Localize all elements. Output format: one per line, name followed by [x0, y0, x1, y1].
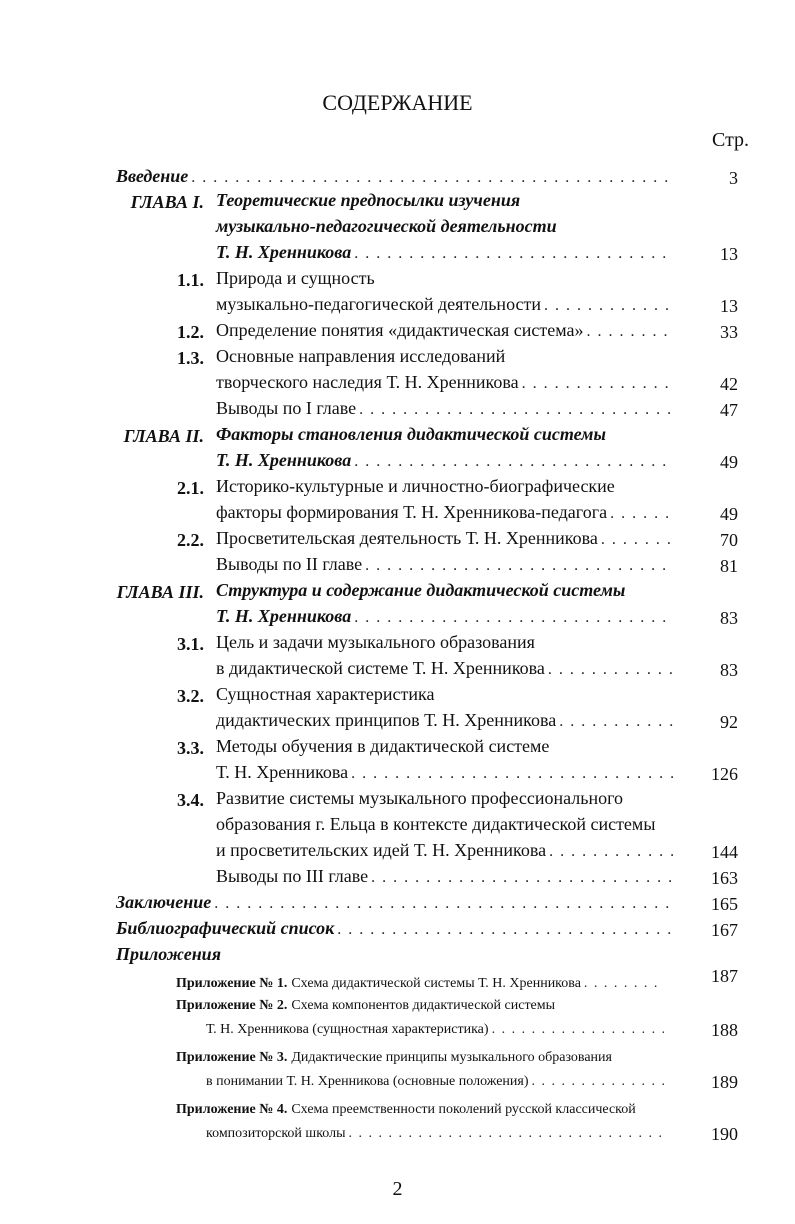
toc-entry-conclusion	[116, 892, 674, 918]
toc-entry-conclusions-3	[216, 866, 674, 892]
toc-entry-3-2	[216, 684, 434, 710]
section-number: 1.2.	[177, 322, 204, 342]
appendix-number: Приложение № 2.	[176, 998, 288, 1013]
toc-page-number: 33	[720, 322, 738, 342]
toc-entry-appendix-3	[176, 1048, 612, 1074]
toc-entry-title: Определение понятия «дидактическая система»	[216, 320, 584, 340]
toc-entry-title: Цель и задачи музыкального образования	[216, 632, 535, 652]
toc-entry-appendices	[116, 944, 221, 970]
toc-page-number: 49	[720, 452, 738, 472]
toc-entry-chapter-2-end	[216, 450, 674, 476]
toc-entry-2-1	[216, 476, 615, 502]
toc-entry-2-2	[216, 528, 674, 554]
toc-entry-appendix-2	[176, 996, 555, 1022]
dot-leader	[522, 375, 674, 393]
toc-page-number: 144	[711, 842, 738, 862]
dot-leader	[191, 169, 674, 187]
toc-entry-appendix-3-end	[206, 1074, 664, 1100]
toc-page-number: 188	[711, 1020, 738, 1040]
section-number: 3.1.	[177, 634, 204, 654]
toc-page-number: 13	[720, 244, 738, 264]
toc-page-number: 47	[720, 400, 738, 420]
toc-entry-title: в понимании Т. Н. Хренникова (основные положения)	[206, 1074, 529, 1089]
toc-entry-appendix-4	[176, 1100, 636, 1126]
section-number: 2.1.	[177, 478, 204, 498]
toc-entry-1-1-end	[216, 294, 674, 320]
toc-entry-title: Структура и содержание дидактической системы	[216, 580, 626, 600]
dot-leader	[354, 453, 674, 471]
section-number: 1.3.	[177, 348, 204, 368]
toc-page-number: 126	[711, 764, 738, 784]
toc-page-number: 92	[720, 712, 738, 732]
dot-leader	[354, 609, 674, 627]
toc-entry-title: музыкально-педагогической деятельности	[216, 216, 557, 236]
chapter-number: ГЛАВА II.	[123, 426, 204, 446]
toc-entry-title: Схема дидактической системы Т. Н. Хренникова	[291, 976, 581, 991]
toc-entry-title: Выводы по III главе	[216, 866, 369, 886]
toc-entry-title: Факторы становления дидактической системы	[216, 424, 606, 444]
toc-entry-3-1-end	[216, 658, 674, 684]
toc-entry-title: и просветительских идей Т. Н. Хренникова	[216, 840, 547, 860]
toc-page-number: 190	[711, 1124, 738, 1144]
toc-entry-title: Т. Н. Хренникова	[216, 242, 352, 262]
toc-entry-title: композиторской школы	[206, 1126, 346, 1141]
section-number: 3.4.	[177, 790, 204, 810]
toc-entry-title: Т. Н. Хренникова	[216, 450, 352, 470]
appendix-number: Приложение № 3.	[176, 1050, 288, 1065]
toc-entry-3-3-end	[216, 762, 674, 788]
toc-entry-chapter-2	[216, 424, 606, 450]
chapter-number: ГЛАВА I.	[130, 192, 204, 212]
dot-leader	[214, 895, 674, 913]
section-number: 3.2.	[177, 686, 204, 706]
toc-entry-title: Просветительская деятельность Т. Н. Хренникова	[216, 528, 598, 548]
toc-entry-appendix-4-end	[206, 1126, 664, 1152]
toc-entry-3-4-cont	[216, 814, 655, 840]
toc-entry-3-2-end	[216, 710, 674, 736]
toc-entry-chapter-1-end	[216, 242, 674, 268]
toc-page-number: 81	[720, 556, 738, 576]
toc-entry-title: образования г. Ельца в контексте дидактической системы	[216, 814, 656, 834]
toc-entry-title: Схема преемственности поколений русской классической	[291, 1102, 636, 1117]
toc-page-number: 187	[711, 966, 738, 986]
toc-entry-intro	[116, 166, 674, 192]
toc-page-number: 13	[720, 296, 738, 316]
toc-entry-title: Сущностная характеристика	[216, 684, 435, 704]
page-title: СОДЕРЖАНИЕ	[322, 90, 473, 115]
toc-page-number: 167	[711, 920, 738, 940]
toc-entry-title: Введение	[116, 166, 189, 186]
toc-page-number: 70	[720, 530, 738, 550]
toc-entry-bibliography	[116, 918, 674, 944]
toc-entry-title: Выводы по I главе	[216, 398, 357, 418]
chapter-number: ГЛАВА III.	[116, 582, 204, 602]
toc-entry-title: Приложения	[116, 944, 221, 964]
toc-entry-title: Библиографический список	[116, 918, 335, 938]
appendix-number: Приложение № 4.	[176, 1102, 288, 1117]
dot-leader	[349, 1126, 664, 1142]
toc-entry-title: Т. Н. Хренникова	[216, 606, 352, 626]
dot-leader	[559, 713, 674, 731]
toc-entry-title: Дидактические принципы музыкального образования	[291, 1050, 612, 1065]
toc-entry-3-3	[216, 736, 549, 762]
dot-leader	[354, 245, 674, 263]
page-number: 2	[392, 1178, 403, 1200]
appendix-number: Приложение № 1.	[176, 976, 288, 991]
dot-leader	[601, 531, 674, 549]
toc-entry-title: дидактических принципов Т. Н. Хренникова	[216, 710, 557, 730]
toc-entry-title: в дидактической системе Т. Н. Хренникова	[216, 658, 545, 678]
dot-leader	[548, 661, 674, 679]
dot-leader	[549, 843, 674, 861]
toc-entry-conclusions-2	[216, 554, 674, 580]
toc-entry-title: Природа и сущность	[216, 268, 375, 288]
toc-page-number: 3	[729, 168, 738, 188]
dot-leader	[359, 401, 674, 419]
toc-entry-appendix-2-end	[206, 1022, 664, 1048]
toc-entry-3-1	[216, 632, 535, 658]
toc-entry-title: Основные направления исследований	[216, 346, 506, 366]
toc-entry-chapter-1	[216, 190, 520, 216]
dot-leader	[586, 323, 674, 341]
toc-entry-2-1-end	[216, 502, 674, 528]
toc-entry-title: Выводы по II главе	[216, 554, 363, 574]
toc-entry-title: Историко-культурные и личностно-биографические	[216, 476, 615, 496]
toc-entry-1-3	[216, 346, 505, 372]
dot-leader	[584, 976, 664, 992]
dot-leader	[532, 1074, 664, 1090]
toc-entry-title: музыкально-педагогической деятельности	[216, 294, 542, 314]
toc-entry-3-4	[216, 788, 623, 814]
toc-page-number: 49	[720, 504, 738, 524]
toc-entry-chapter-3-end	[216, 606, 674, 632]
toc-entry-chapter-1-cont	[216, 216, 557, 242]
toc-entry-title: Схема компонентов дидактической системы	[291, 998, 556, 1013]
toc-entry-1-1	[216, 268, 375, 294]
dot-leader	[610, 505, 674, 523]
toc-entry-title: Методы обучения в дидактической системе	[216, 736, 550, 756]
toc-entry-title: Т. Н. Хренникова (сущностная характеристика)	[206, 1022, 489, 1037]
dot-leader	[371, 869, 674, 887]
toc-entry-chapter-3	[216, 580, 625, 606]
toc-page-number: 42	[720, 374, 738, 394]
toc-entry-3-4-end	[216, 840, 674, 866]
dot-leader	[351, 765, 674, 783]
toc-page-number: 165	[711, 894, 738, 914]
toc-page-number: 189	[711, 1072, 738, 1092]
page-column-label: Стр.	[712, 129, 750, 151]
toc-entry-title: Заключение	[116, 892, 212, 912]
toc-entry-title: творческого наследия Т. Н. Хренникова	[216, 372, 519, 392]
toc-entry-1-3-end	[216, 372, 674, 398]
toc-page-number: 83	[720, 660, 738, 680]
toc-page-number: 163	[711, 868, 738, 888]
toc-entry-title: Развитие системы музыкального профессионального	[216, 788, 624, 808]
section-number: 1.1.	[177, 270, 204, 290]
toc-entry-1-2	[216, 320, 674, 346]
toc-entry-title: факторы формирования Т. Н. Хренникова-педагога	[216, 502, 608, 522]
toc-entry-title: Теоретические предпосылки изучения	[216, 190, 521, 210]
section-number: 3.3.	[177, 738, 204, 758]
dot-leader	[492, 1022, 664, 1038]
dot-leader	[365, 557, 674, 575]
section-number: 2.2.	[177, 530, 204, 550]
toc-entry-title: Т. Н. Хренникова	[216, 762, 349, 782]
dot-leader	[337, 921, 674, 939]
toc-page-number: 83	[720, 608, 738, 628]
toc-entry-conclusions-1	[216, 398, 674, 424]
dot-leader	[544, 297, 674, 315]
